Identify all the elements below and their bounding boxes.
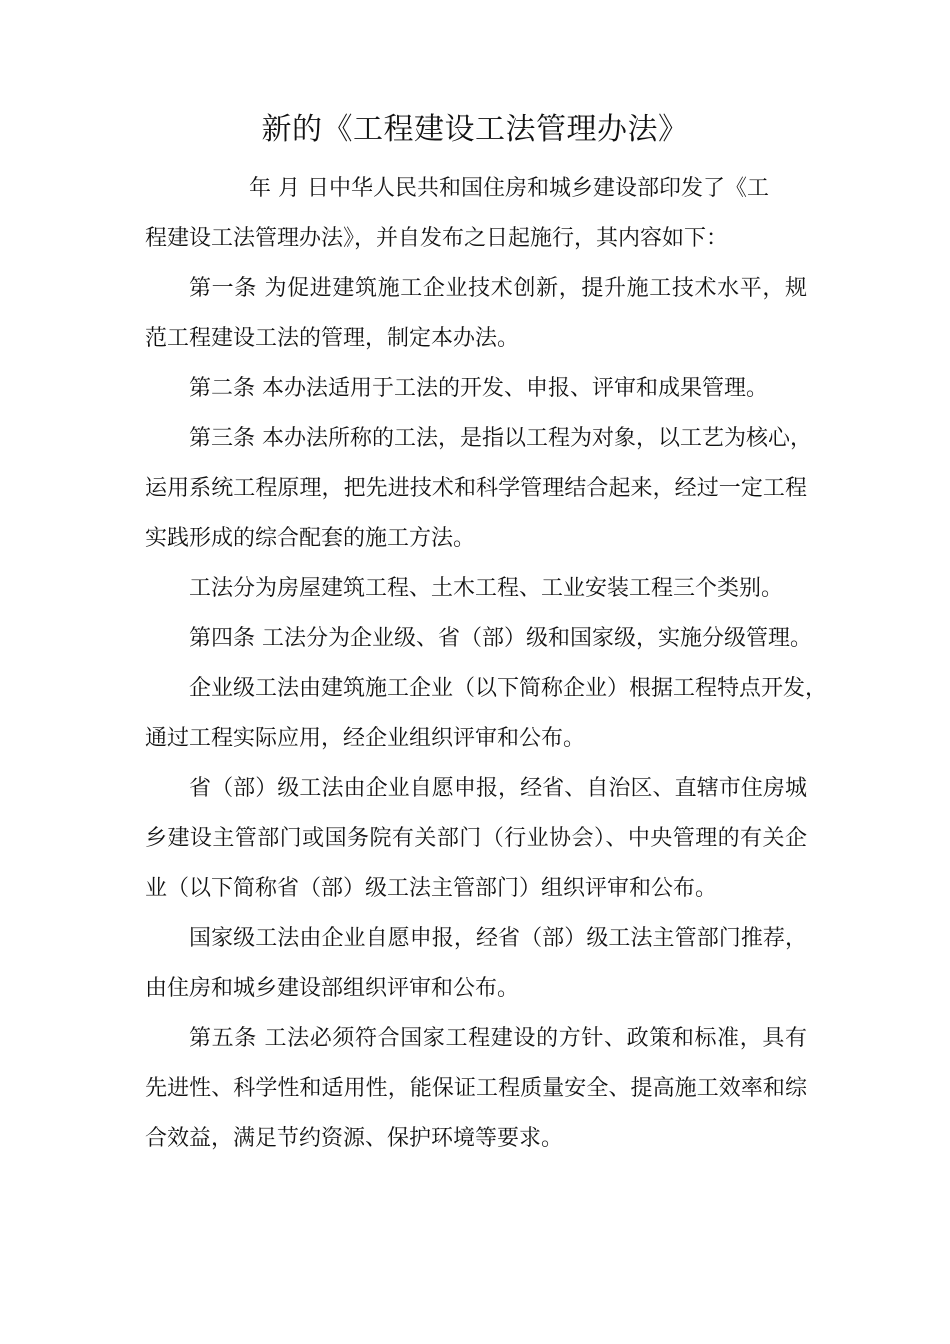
article-5-line: 合效益，满足节约资源、保护环境等要求。 — [145, 1126, 564, 1151]
article-4-line: 第四条 工法分为企业级、省（部）级和国家级，实施分级管理。 — [189, 626, 812, 651]
paragraph-line: 由住房和城乡建设部组织评审和公布。 — [145, 976, 520, 1001]
article-5-line: 第五条 工法必须符合国家工程建设的方针、政策和标准，具有 — [189, 1026, 807, 1051]
paragraph-line: 乡建设主管部门或国务院有关部门（行业协会）、中央管理的有关企 — [145, 826, 807, 851]
paragraph-line: 业（以下简称省（部）级工法主管部门）组织评审和公布。 — [145, 876, 718, 901]
paragraph-line: 国家级工法由企业自愿申报，经省（部）级工法主管部门推荐， — [189, 926, 807, 951]
article-3-line: 第三条 本办法所称的工法，是指以工程为对象，以工艺为核心， — [189, 426, 812, 451]
paragraph-line: 企业级工法由建筑施工企业（以下简称企业）根据工程特点开发， — [189, 676, 828, 701]
paragraph-line: 工法分为房屋建筑工程、土木工程、工业安装工程三个类别。 — [189, 576, 784, 601]
document-title: 新的《工程建设工法管理办法》 — [261, 112, 689, 147]
paragraph-line: 程建设工法管理办法》，并自发布之日起施行，其内容如下： — [145, 226, 729, 251]
article-2-line: 第二条 本办法适用于工法的开发、申报、评审和成果管理。 — [189, 376, 768, 401]
paragraph-line: 通过工程实际应用，经企业组织评审和公布。 — [145, 726, 586, 751]
document-body — [145, 164, 828, 1164]
article-3-line: 实践形成的综合配套的施工方法。 — [145, 526, 476, 551]
paragraph-line: 省（部）级工法由企业自愿申报，经省、自治区、直辖市住房城 — [189, 776, 807, 801]
article-1-line: 第一条 为促进建筑施工企业技术创新，提升施工技术水平，规 — [189, 276, 807, 301]
paragraph-line: 年 月 日中华人民共和国住房和城乡建设部印发了《工 — [249, 176, 769, 201]
article-3-line: 运用系统工程原理，把先进技术和科学管理结合起来，经过一定工程 — [145, 476, 807, 501]
article-5-line: 先进性、科学性和适用性，能保证工程质量安全、提高施工效率和综 — [145, 1076, 807, 1101]
article-1-line: 范工程建设工法的管理，制定本办法。 — [145, 326, 520, 351]
